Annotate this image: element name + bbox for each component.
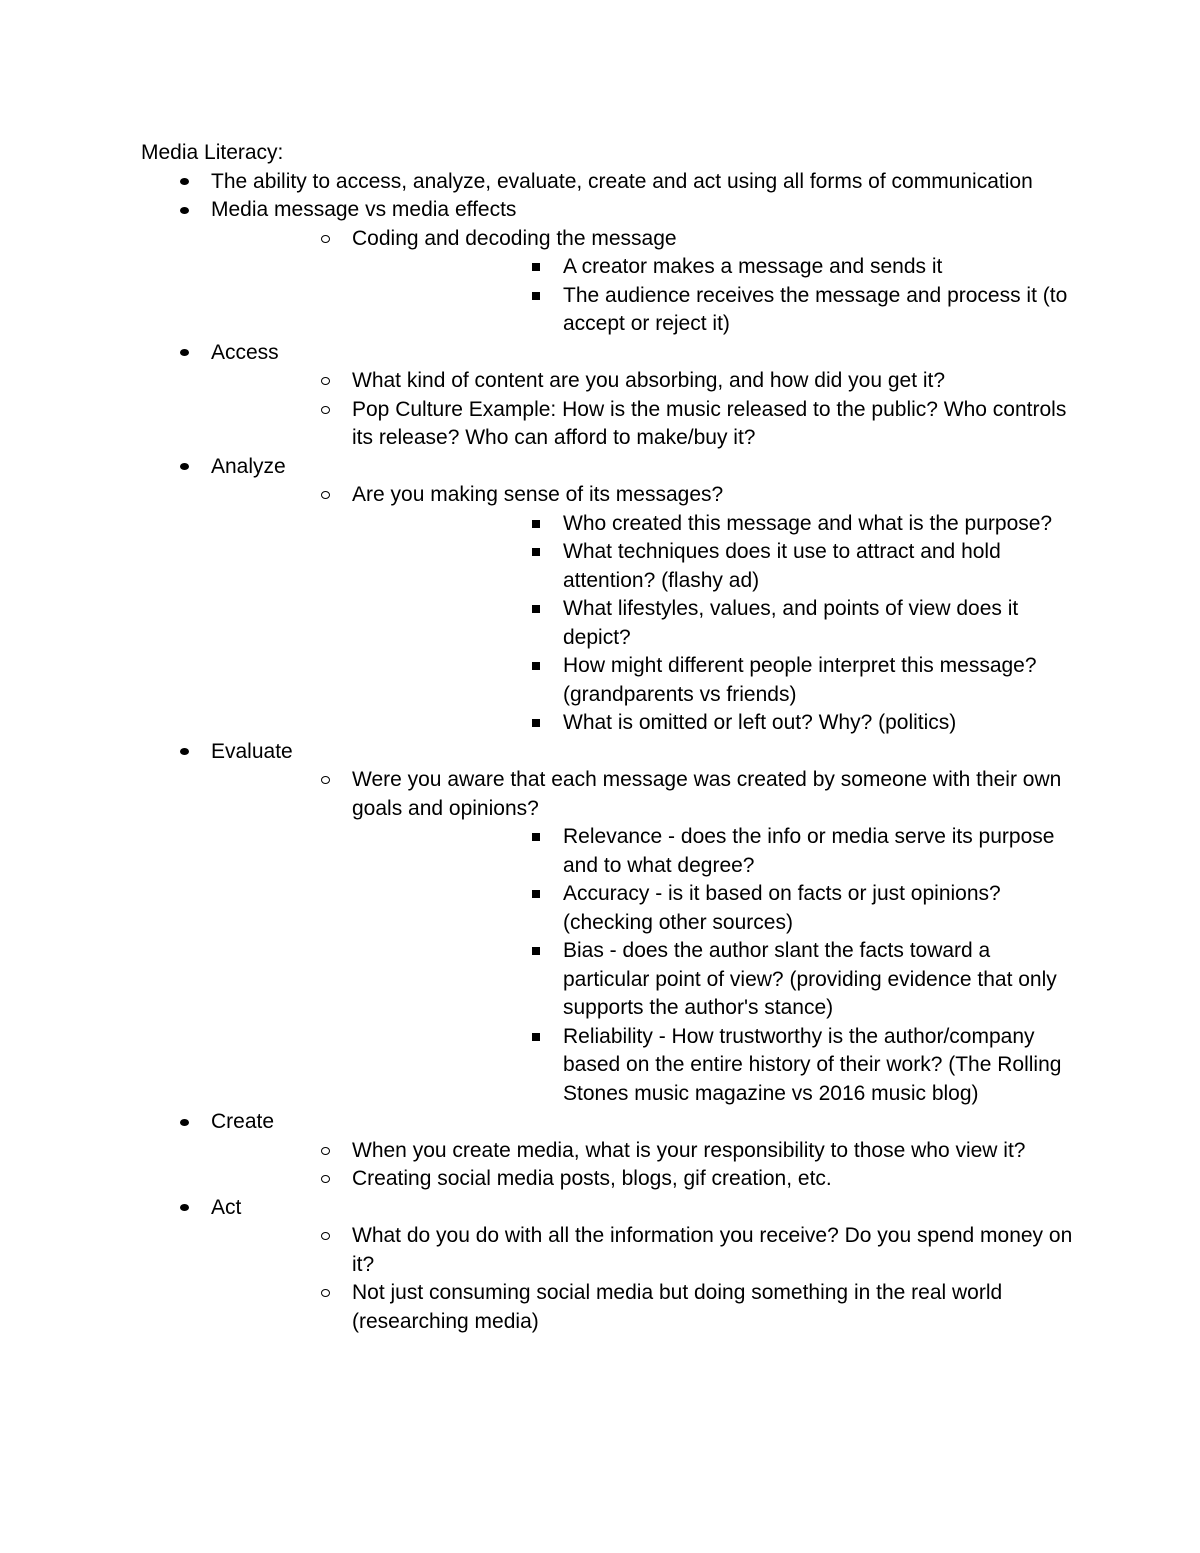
- list-item-text: Creating social media posts, blogs, gif creation, etc.: [352, 1167, 832, 1190]
- list-item: [211, 367, 1081, 396]
- circle-bullet-icon: [318, 1165, 332, 1194]
- disc-bullet-icon: [177, 453, 191, 482]
- list-item-text: Bias - does the author slant the facts toward a particular point of view? (providing evidence that only supports the author's stance): [563, 939, 1057, 1019]
- list-item: [211, 481, 1081, 738]
- list-item-text: Relevance - does the info or media serve its purpose and to what degree?: [563, 825, 1055, 877]
- list-item: [141, 453, 1081, 738]
- list-item: [352, 880, 1081, 937]
- list-item: [211, 1165, 1081, 1194]
- square-bullet-icon: [529, 510, 543, 539]
- sub-list: [211, 225, 1081, 339]
- square-bullet-icon: [529, 652, 543, 681]
- disc-bullet-icon: [177, 1108, 191, 1137]
- list-item: [352, 595, 1081, 652]
- list-item: [211, 396, 1081, 453]
- sub-list: [211, 1222, 1081, 1336]
- square-bullet-icon: [529, 595, 543, 624]
- list-item-text: What lifestyles, values, and points of view does it depict?: [563, 597, 1019, 649]
- list-item: [352, 538, 1081, 595]
- list-item: [141, 168, 1081, 197]
- list-item: [352, 709, 1081, 738]
- list-item-text: Access: [211, 340, 279, 364]
- circle-bullet-icon: [318, 225, 332, 254]
- square-bullet-icon: [529, 538, 543, 567]
- square-bullet-icon: [529, 253, 543, 282]
- list-item-text: Not just consuming social media but doing something in the real world (researching media): [352, 1281, 1003, 1333]
- list-item-text: The ability to access, analyze, evaluate, create and act using all forms of communication: [211, 169, 1033, 193]
- list-item-text: The audience receives the message and process it (to accept or reject it): [563, 283, 1068, 335]
- sub-list: [211, 367, 1081, 453]
- list-item: [352, 282, 1081, 339]
- circle-bullet-icon: [318, 1279, 332, 1308]
- circle-bullet-icon: [318, 396, 332, 425]
- square-bullet-icon: [529, 1023, 543, 1052]
- list-item-text: What techniques does it use to attract and hold attention? (flashy ad): [563, 540, 1001, 592]
- square-bullet-icon: [529, 282, 543, 311]
- list-item: [211, 1279, 1081, 1336]
- list-item: [352, 1023, 1081, 1109]
- list-item-text: When you create media, what is your responsibility to those who view it?: [352, 1138, 1026, 1162]
- list-item: [141, 1194, 1081, 1337]
- disc-bullet-icon: [177, 196, 191, 225]
- list-item-text: Accuracy - is it based on facts or just opinions? (checking other sources): [563, 882, 1001, 934]
- list-item: [352, 823, 1081, 880]
- list-item-text: What is omitted or left out? Why? (politics): [563, 711, 957, 734]
- sub-sub-list: [352, 510, 1081, 738]
- list-item: [141, 1108, 1081, 1194]
- circle-bullet-icon: [318, 1137, 332, 1166]
- list-item: [352, 652, 1081, 709]
- outline-list: [141, 168, 1081, 1337]
- list-item: [141, 738, 1081, 1109]
- list-item-text: Media message vs media effects: [211, 198, 517, 221]
- list-item-text: Analyze: [211, 454, 286, 478]
- sub-sub-list: [352, 823, 1081, 1108]
- square-bullet-icon: [529, 709, 543, 738]
- disc-bullet-icon: [177, 1194, 191, 1223]
- list-item-text: A creator makes a message and sends it: [563, 255, 943, 278]
- circle-bullet-icon: [318, 1222, 332, 1251]
- list-item-text: Reliability - How trustworthy is the author/company based on the entire history of their work? (The Rolling Stones music magazine vs 2016 music blog): [563, 1024, 1062, 1105]
- square-bullet-icon: [529, 823, 543, 852]
- square-bullet-icon: [529, 880, 543, 909]
- circle-bullet-icon: [318, 766, 332, 795]
- list-item: [211, 1222, 1081, 1279]
- list-item: [211, 766, 1081, 1108]
- list-item: [352, 510, 1081, 539]
- disc-bullet-icon: [177, 168, 191, 197]
- list-item: [141, 196, 1081, 339]
- list-item: [352, 937, 1081, 1023]
- sub-list: [211, 1137, 1081, 1194]
- list-item-text: Create: [211, 1110, 275, 1133]
- list-item-text: How might different people interpret this message? (grandparents vs friends): [563, 654, 1037, 706]
- list-item-text: Pop Culture Example: How is the music released to the public? Who controls its release? Who can afford to make/buy it?: [352, 397, 1067, 449]
- list-item-text: Were you aware that each message was created by someone with their own goals and opinions?: [352, 768, 1062, 820]
- list-item-text: What kind of content are you absorbing, and how did you get it?: [352, 369, 946, 392]
- list-item-text: Coding and decoding the message: [352, 226, 677, 250]
- sub-sub-list: [352, 253, 1081, 339]
- disc-bullet-icon: [177, 738, 191, 767]
- list-item: [211, 1137, 1081, 1166]
- sub-list: [211, 766, 1081, 1108]
- list-item-text: What do you do with all the information you receive? Do you spend money on it?: [352, 1224, 1073, 1276]
- list-item: [141, 339, 1081, 453]
- document-title: Media Literacy:: [141, 141, 284, 164]
- list-item-text: Act: [211, 1195, 242, 1219]
- list-item-text: Who created this message and what is the purpose?: [563, 511, 1053, 535]
- document-page: [141, 139, 1081, 1336]
- disc-bullet-icon: [177, 339, 191, 368]
- list-item: [211, 225, 1081, 339]
- list-item: [352, 253, 1081, 282]
- square-bullet-icon: [529, 937, 543, 966]
- list-item-text: Evaluate: [211, 739, 293, 763]
- circle-bullet-icon: [318, 481, 332, 510]
- circle-bullet-icon: [318, 367, 332, 396]
- sub-list: [211, 481, 1081, 738]
- list-item-text: Are you making sense of its messages?: [352, 483, 724, 506]
